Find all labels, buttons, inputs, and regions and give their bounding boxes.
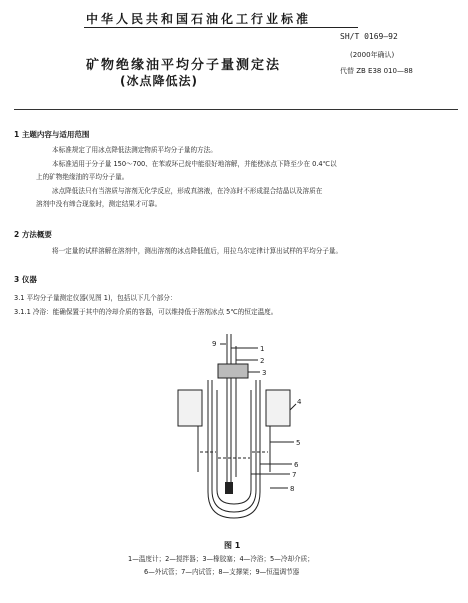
section-1-para-2: 本标准适用于分子量 150～700、在苯或环己烷中能很好地溶解，并能使冰点下降至少在 0.4℃以 [52, 160, 337, 168]
section-1-heading: 1 主题内容与适用范围 [14, 130, 90, 139]
rubber-stopper [218, 364, 248, 378]
leader-4 [290, 404, 296, 410]
section-3-1-1: 3.1.1 冷浴：能确保置于其中的冷却介质的容器，可以维持低于溶剂冰点 5℃的恒定温度。 [14, 308, 278, 316]
callout-6: 6 [294, 461, 299, 469]
section-1-para-4: 冰点降低法只有当溶质与溶剂无化学反应，形成真溶液，在冷冻时不形成混合结晶以及溶质在 [52, 187, 323, 195]
outer-tube [208, 380, 260, 518]
section-3-heading: 3 仪器 [14, 275, 37, 284]
figure-legend-line-2: 6—外试管；7—内试管；8—支撑架；9—恒温调节器 [144, 568, 300, 576]
callout-2: 2 [260, 357, 265, 365]
replaces-standard: 代替 ZB E38 010—88 [340, 67, 413, 75]
section-1-para-1: 本标准规定了用冰点降低法测定物质平均分子量的方法。 [52, 146, 217, 154]
document-subtitle: (冰点降低法) [120, 74, 198, 88]
callout-8: 8 [290, 485, 295, 493]
title-divider [14, 109, 458, 110]
section-3-1: 3.1 平均分子量测定仪器(见图 1)，包括以下几个部分： [14, 294, 177, 302]
apparatus-diagram [170, 332, 320, 532]
document-title: 矿物绝缘油平均分子量测定法 [86, 58, 282, 73]
figure-legend-line-1: 1—温度计；2—搅拌器；3—橡胶塞；4—冷浴；5—冷却介质； [128, 555, 314, 563]
callout-4: 4 [297, 398, 302, 406]
cold-bath-wall-right [266, 390, 290, 426]
thermometer-bulb [225, 482, 233, 494]
section-1-para-3: 上的矿物绝缘油的平均分子量。 [36, 173, 129, 181]
inner-tube [217, 390, 251, 504]
callout-3: 3 [262, 369, 267, 377]
outer-tube-inner-wall [212, 380, 256, 512]
confirmation-year: (2000年确认) [350, 51, 395, 59]
figure-caption: 图 1 [224, 541, 241, 550]
section-2-para-1: 将一定量的试样溶解在溶剂中，测出溶剂的冰点降低值后，用拉乌尔定律计算出试样的平均分子量。 [52, 247, 343, 255]
header-rule [84, 27, 358, 28]
callout-5: 5 [296, 439, 301, 447]
standard-number: SH/T 0169—92 [340, 32, 398, 41]
section-2-heading: 2 方法概要 [14, 230, 52, 239]
section-1-para-5: 溶剂中没有缔合现象时，测定结果才可靠。 [36, 200, 162, 208]
ministry-title: 中华人民共和国石油化工行业标准 [86, 12, 312, 26]
callout-7: 7 [292, 471, 297, 479]
callout-1: 1 [260, 345, 265, 353]
callout-9: 9 [212, 340, 217, 348]
cold-bath-wall-left [178, 390, 202, 426]
